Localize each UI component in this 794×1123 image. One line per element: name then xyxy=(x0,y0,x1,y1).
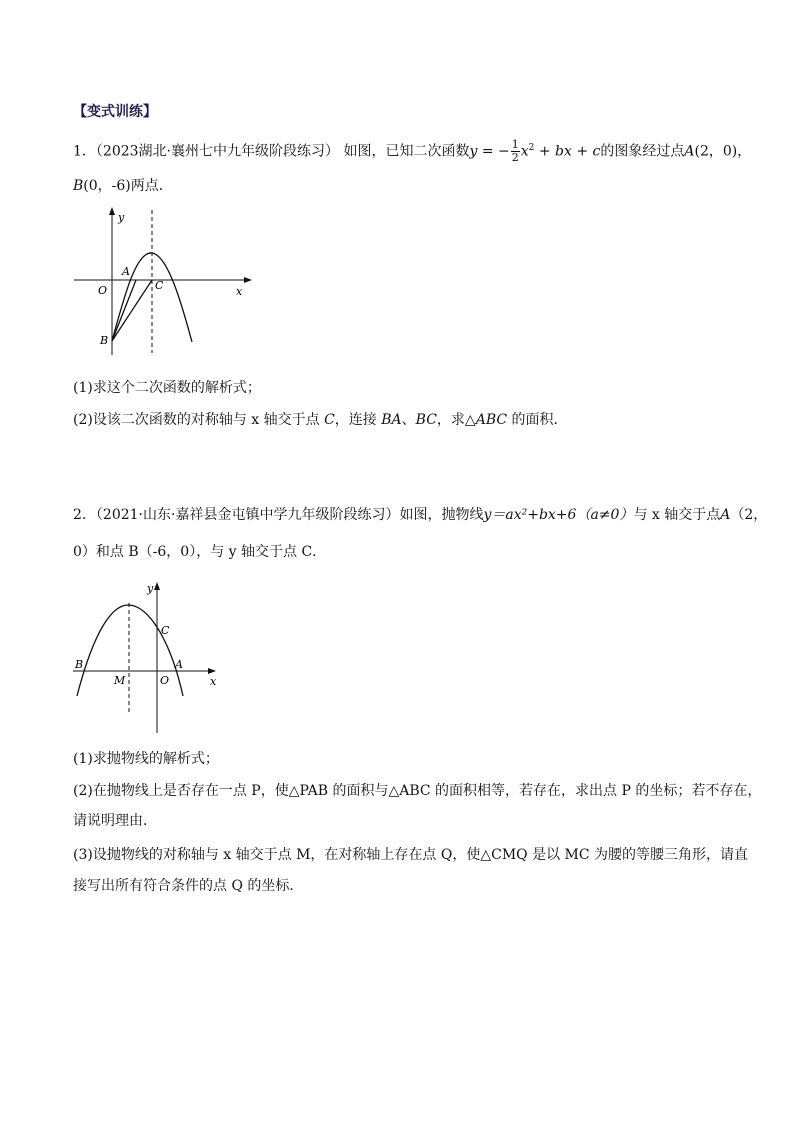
q2-label-c: C xyxy=(161,624,170,637)
q2-label-a: A xyxy=(175,658,183,671)
q2-line-1-end: （2， xyxy=(730,507,768,523)
section-title: 【变式训练】 xyxy=(73,104,157,120)
q2-y-arrow-icon xyxy=(154,582,160,590)
q1-part-2-bc: BC xyxy=(415,412,437,428)
q1-func-rest: + bx + c xyxy=(534,143,601,160)
q1-part-1: (1)求这个二次函数的解析式； xyxy=(73,380,261,396)
q2-label-m: M xyxy=(114,674,126,687)
q2-x-arrow-icon xyxy=(208,668,216,674)
q2-part-2-line-2: 请说明理由． xyxy=(73,813,157,829)
q1-func-y: y xyxy=(469,143,478,160)
q2-label-o: O xyxy=(160,674,170,687)
q1-label-x: x xyxy=(236,285,243,298)
question-2-line-1 xyxy=(73,505,767,525)
q2-after-eq: 与 x 轴交于点 xyxy=(633,507,721,523)
q1-func-sup: 2 xyxy=(528,143,535,153)
question-1-line-2 xyxy=(73,176,173,196)
question-1-line-1 xyxy=(73,138,751,164)
q1-fraction xyxy=(511,139,520,164)
q1-part-2-text-b: ，连接 xyxy=(334,412,382,428)
q1-func-eq: = − xyxy=(477,143,510,160)
q2-point-a: A xyxy=(720,507,731,523)
q1-label-b: B xyxy=(100,334,109,347)
q2-figure xyxy=(70,578,230,736)
q1-point-b-coord: (0，-6)两点． xyxy=(83,178,173,194)
q2-part-3-line-2: 接写出所有符合条件的点 Q 的坐标． xyxy=(73,878,304,894)
q2-number: 2． xyxy=(73,507,96,523)
q1-intro: 如图，已知二次函数 xyxy=(343,143,470,160)
q1-func-x: x xyxy=(520,143,529,160)
q1-y-arrow-icon xyxy=(109,207,115,215)
q1-part-2-text-c: ，求△ xyxy=(436,412,476,428)
q1-part-2-text-a: (2)设该二次函数的对称轴与 x 轴交于点 xyxy=(73,412,325,428)
q1-label-c: C xyxy=(155,279,164,292)
q2-part-3-line-1: (3)设抛物线的对称轴与 x 轴交于点 M，在对称轴上存在点 Q，使△CMQ 是以 MC 为腰的等腰三角形，请直 xyxy=(73,847,749,863)
q2-label-b: B xyxy=(75,658,84,671)
q1-point-a: A xyxy=(684,143,695,160)
q1-part-2-sep: 、 xyxy=(401,412,416,428)
q2-part-2-line-1: (2)在抛物线上是否存在一点 P，使△PAB 的面积与△ABC 的面积相等，若存在，求出点 P 的坐标；若不存在， xyxy=(73,783,762,799)
q1-part-2 xyxy=(73,410,568,430)
q1-part-2-end: 的面积． xyxy=(507,412,568,428)
q1-source: （2023湖北·襄州七中九年级阶段练习） xyxy=(95,143,340,160)
q1-label-y: y xyxy=(118,211,125,224)
q1-figure xyxy=(70,205,260,360)
q2-label-y: y xyxy=(147,582,154,595)
q1-part-2-abc: ABC xyxy=(475,412,508,428)
q2-source: （2021·山东·嘉祥县金屯镇中学九年级阶段练习） xyxy=(95,507,400,523)
q1-point-a-coord: (2，0)， xyxy=(694,143,752,160)
q1-part-2-point-c: C xyxy=(324,412,335,428)
q1-number: 1． xyxy=(73,143,96,160)
q1-x-arrow-icon xyxy=(244,277,252,283)
q1-point-b: B xyxy=(73,178,84,194)
q1-part-2-ba: BA xyxy=(381,412,402,428)
q1-after-func: 的图象经过点 xyxy=(600,143,685,160)
q2-label-x: x xyxy=(210,675,217,688)
q1-frac-num: 1 xyxy=(511,138,519,152)
q2-intro: 如图，抛物线 xyxy=(399,507,484,523)
question-2-line-2: 0）和点 B（-6，0），与 y 轴交于点 C． xyxy=(73,544,327,560)
q1-frac-den: 2 xyxy=(511,151,519,165)
q2-part-1: (1)求抛物线的解析式； xyxy=(73,751,219,767)
q1-label-a: A xyxy=(122,265,130,278)
q1-label-o: O xyxy=(98,284,108,297)
q2-equation: y＝ax²+bx+6（a≠0） xyxy=(483,507,634,523)
